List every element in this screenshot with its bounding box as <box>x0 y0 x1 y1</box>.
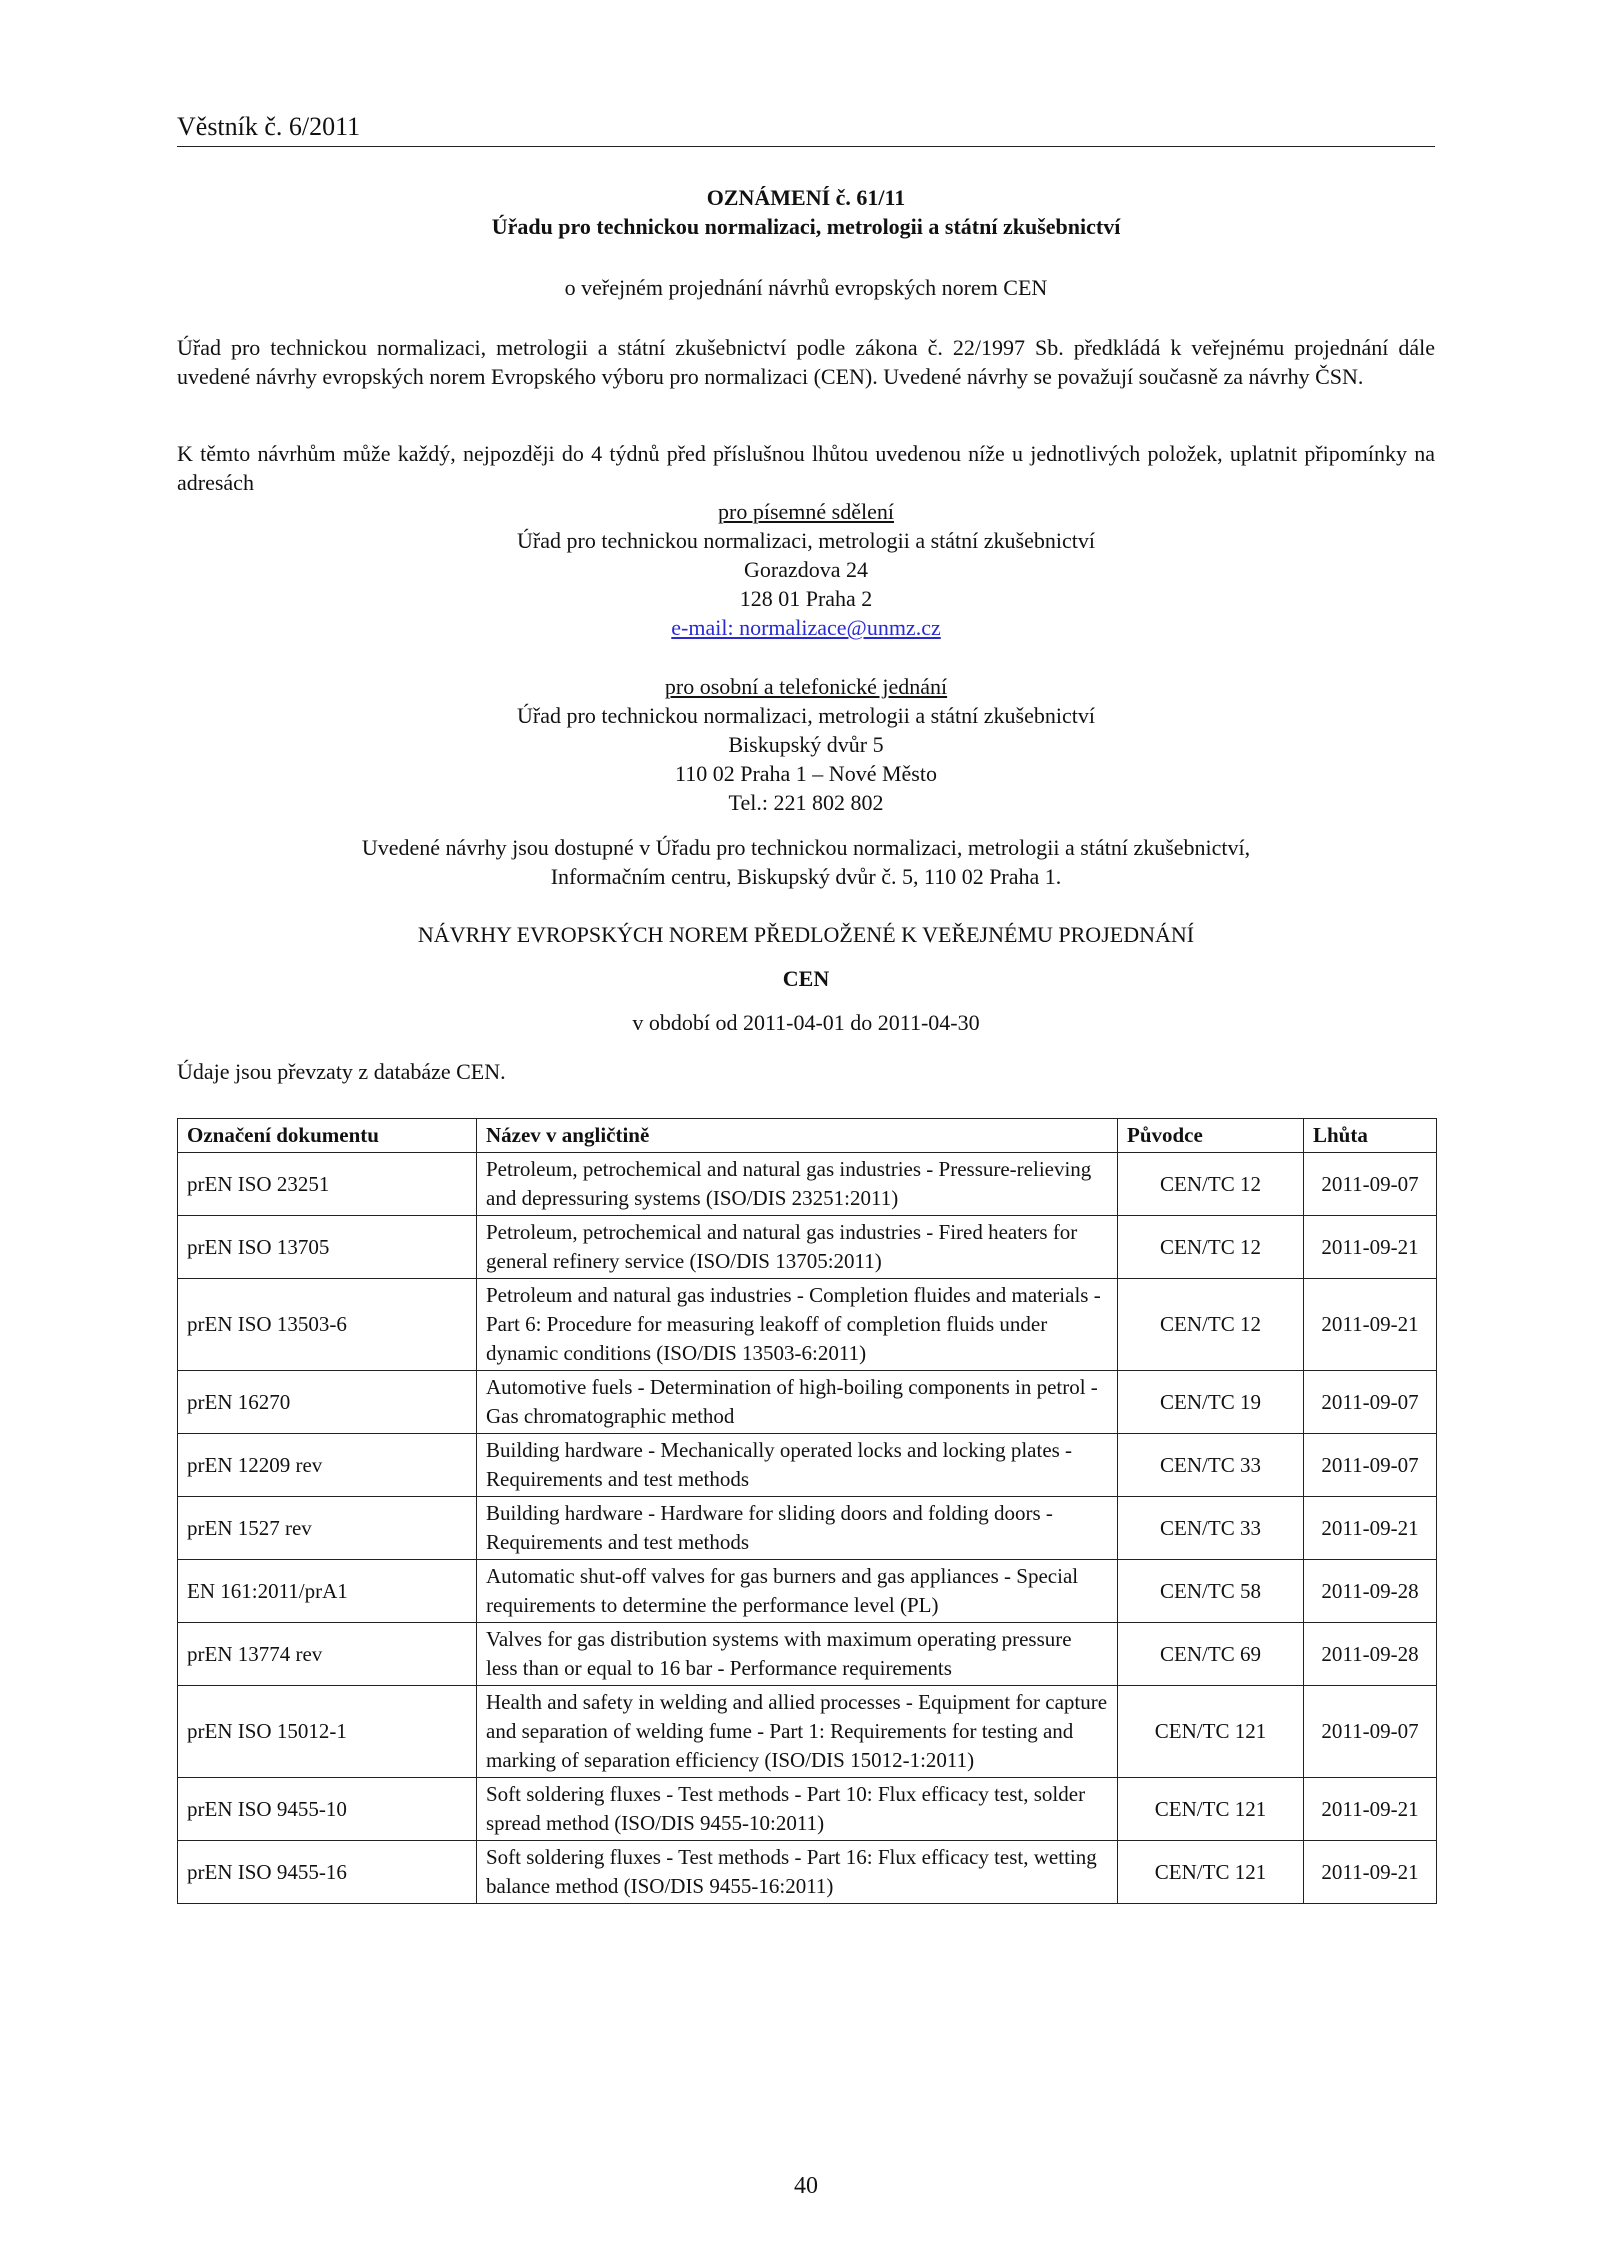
column-header-origin: Původce <box>1118 1119 1304 1153</box>
cell-deadline: 2011-09-07 <box>1304 1371 1437 1434</box>
cell-deadline: 2011-09-21 <box>1304 1216 1437 1279</box>
table-row <box>178 1153 1437 1216</box>
source-note: Údaje jsou převzaty z databáze CEN. <box>177 1059 506 1084</box>
personal-contact-street: Biskupský dvůr 5 <box>728 732 884 757</box>
table-row <box>178 1216 1437 1279</box>
cell-origin: CEN/TC 121 <box>1118 1686 1304 1778</box>
table-row <box>178 1778 1437 1841</box>
cell-origin: CEN/TC 12 <box>1118 1279 1304 1371</box>
cell-document: prEN ISO 23251 <box>178 1153 477 1216</box>
cell-deadline: 2011-09-07 <box>1304 1153 1437 1216</box>
cell-origin: CEN/TC 121 <box>1118 1841 1304 1904</box>
table-row <box>178 1623 1437 1686</box>
table-header-row <box>178 1119 1437 1153</box>
table-row <box>178 1686 1437 1778</box>
written-contact-street: Gorazdova 24 <box>743 557 868 582</box>
cell-title: Automatic shut-off valves for gas burners and gas appliances - Special requirements to determine the performance level (PL) <box>477 1560 1118 1623</box>
section-period: v období od 2011-04-01 do 2011-04-30 <box>632 1010 980 1035</box>
cell-document: prEN 16270 <box>178 1371 477 1434</box>
availability-line-2: Informačním centru, Biskupský dvůr č. 5, 110 02 Praha 1. <box>550 864 1062 889</box>
cell-deadline: 2011-09-21 <box>1304 1497 1437 1560</box>
cell-deadline: 2011-09-07 <box>1304 1686 1437 1778</box>
table-row <box>178 1434 1437 1497</box>
cell-title: Valves for gas distribution systems with maximum operating pressure less than or equal to 16 bar - Performance requirements <box>477 1623 1118 1686</box>
intro-paragraph: Úřad pro technickou normalizaci, metrologii a státní zkušebnictví podle zákona č. 22/1997 Sb. předkládá k veřejnému projednání dále uvedené návrhy evropských norem Evropského výboru pro normalizaci (CEN). Uvedené návrhy se považují současně za návrhy ČSN. <box>177 335 1435 389</box>
section-org: CEN <box>782 966 830 991</box>
cell-document: prEN ISO 9455-10 <box>178 1778 477 1841</box>
column-header-deadline: Lhůta <box>1304 1119 1437 1153</box>
notice-title: OZNÁMENÍ č. 61/11 <box>706 185 906 210</box>
table-body <box>178 1153 1437 1904</box>
table-row <box>178 1371 1437 1434</box>
cell-origin: CEN/TC 33 <box>1118 1434 1304 1497</box>
cell-title: Building hardware - Mechanically operated locks and locking plates - Requirements and test methods <box>477 1434 1118 1497</box>
cell-deadline: 2011-09-21 <box>1304 1279 1437 1371</box>
cell-origin: CEN/TC 19 <box>1118 1371 1304 1434</box>
drafts-table <box>177 1118 1437 1904</box>
notice-topic: o veřejném projednání návrhů evropských norem CEN <box>564 275 1048 300</box>
email-link[interactable]: e-mail: normalizace@unmz.cz <box>671 615 941 640</box>
cell-document: prEN ISO 15012-1 <box>178 1686 477 1778</box>
column-header-title: Název v angličtině <box>477 1119 1118 1153</box>
cell-document: prEN 1527 rev <box>178 1497 477 1560</box>
cell-deadline: 2011-09-21 <box>1304 1778 1437 1841</box>
table-row <box>178 1560 1437 1623</box>
column-header-document: Označení dokumentu <box>178 1119 477 1153</box>
cell-document: prEN ISO 9455-16 <box>178 1841 477 1904</box>
cell-document: prEN 13774 rev <box>178 1623 477 1686</box>
table-row <box>178 1279 1437 1371</box>
cell-deadline: 2011-09-28 <box>1304 1560 1437 1623</box>
email-link-row <box>177 613 1435 642</box>
cell-title: Automotive fuels - Determination of high-boiling components in petrol - Gas chromatographic method <box>477 1371 1118 1434</box>
drafts-table-wrapper <box>177 1118 1435 1904</box>
personal-contact-heading: pro osobní a telefonické jednání <box>664 674 948 699</box>
cell-title: Petroleum, petrochemical and natural gas industries - Fired heaters for general refinery service (ISO/DIS 13705:2011) <box>477 1216 1118 1279</box>
section-heading: NÁVRHY EVROPSKÝCH NOREM PŘEDLOŽENÉ K VEŘEJNÉMU PROJEDNÁNÍ <box>417 922 1195 947</box>
cell-title: Building hardware - Hardware for sliding doors and folding doors - Requirements and test methods <box>477 1497 1118 1560</box>
personal-contact-org: Úřad pro technickou normalizaci, metrologii a státní zkušebnictví <box>517 703 1095 728</box>
cell-title: Soft soldering fluxes - Test methods - Part 10: Flux efficacy test, solder spread method (ISO/DIS 9455-10:2011) <box>477 1778 1118 1841</box>
cell-origin: CEN/TC 33 <box>1118 1497 1304 1560</box>
notice-subtitle: Úřadu pro technickou normalizaci, metrologii a státní zkušebnictví <box>491 214 1121 239</box>
cell-deadline: 2011-09-28 <box>1304 1623 1437 1686</box>
cell-origin: CEN/TC 58 <box>1118 1560 1304 1623</box>
availability-line-1: Uvedené návrhy jsou dostupné v Úřadu pro technickou normalizaci, metrologii a státní zkušebnictví, <box>361 835 1251 860</box>
table-row <box>178 1497 1437 1560</box>
cell-origin: CEN/TC 12 <box>1118 1216 1304 1279</box>
cell-deadline: 2011-09-21 <box>1304 1841 1437 1904</box>
cell-document: prEN 12209 rev <box>178 1434 477 1497</box>
cell-origin: CEN/TC 121 <box>1118 1778 1304 1841</box>
cell-title: Petroleum, petrochemical and natural gas industries - Pressure-relieving and depressuring systems (ISO/DIS 23251:2011) <box>477 1153 1118 1216</box>
written-contact-heading: pro písemné sdělení <box>718 499 894 524</box>
cell-origin: CEN/TC 69 <box>1118 1623 1304 1686</box>
personal-contact-city: 110 02 Praha 1 – Nové Město <box>675 761 937 786</box>
page-number: 40 <box>794 2173 818 2199</box>
written-contact-city: 128 01 Praha 2 <box>739 586 873 611</box>
cell-title: Petroleum and natural gas industries - Completion fluides and materials - Part 6: Procedure for measuring leakoff of completion fluids under dynamic conditions (ISO/DIS 13503-6:2011) <box>477 1279 1118 1371</box>
cell-deadline: 2011-09-07 <box>1304 1434 1437 1497</box>
cell-document: EN 161:2011/prA1 <box>178 1560 477 1623</box>
personal-contact-phone: Tel.: 221 802 802 <box>728 790 884 815</box>
cell-origin: CEN/TC 12 <box>1118 1153 1304 1216</box>
cell-document: prEN ISO 13705 <box>178 1216 477 1279</box>
cell-title: Health and safety in welding and allied processes - Equipment for capture and separation of welding fume - Part 1: Requirements for testing and marking of separation efficiency (ISO/DIS 15012-1:2011) <box>477 1686 1118 1778</box>
cell-title: Soft soldering fluxes - Test methods - Part 16: Flux efficacy test, wetting balance method (ISO/DIS 9455-16:2011) <box>477 1841 1118 1904</box>
running-header: Věstník č. 6/2011 <box>177 112 361 141</box>
comments-paragraph: K těmto návrhům může každý, nejpozději do 4 týdnů před příslušnou lhůtou uvedenou níže u jednotlivých položek, uplatnit připomínky na adresách <box>177 441 1435 495</box>
written-contact-org: Úřad pro technickou normalizaci, metrologii a státní zkušebnictví <box>517 528 1095 553</box>
cell-document: prEN ISO 13503-6 <box>178 1279 477 1371</box>
table-row <box>178 1841 1437 1904</box>
header-divider <box>177 146 1435 147</box>
